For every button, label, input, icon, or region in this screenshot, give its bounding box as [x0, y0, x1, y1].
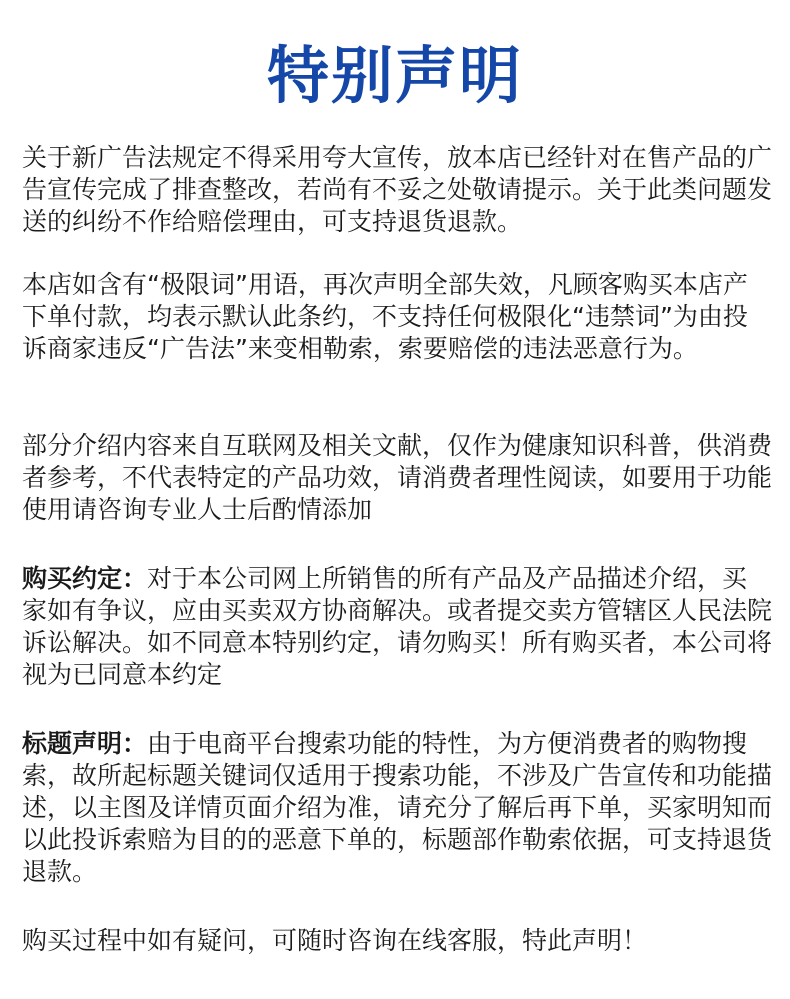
paragraph-text: 关于新广告法规定不得采用夸大宣传，放本店已经针对在售产品的广告宣传完成了排查整改，若尚有不妥之处敬请提示。关于此类问题发送的纠纷不作给赔偿理由，可支持退货退款。	[22, 143, 773, 236]
page-title: 特别声明	[266, 39, 523, 112]
paragraph-text: 本店如含有“极限词”用语，再次声明全部失效，凡顾客购买本店产下单付款，均表示默认此条约，不支持任何极限化“违禁词”为由投诉商家违反“广告法”来变相勒索，索要赔偿的违法恶意行为。	[22, 270, 748, 363]
paragraph-label: 购买约定：	[22, 564, 148, 593]
paragraph-text: 部分介绍内容来自互联网及相关文献，仅作为健康知识科普，供消费者参考，不代表特定的产品功效，请消费者理性阅读，如要用于功能使用请咨询专业人士后酌情添加	[22, 431, 773, 524]
paragraph-text: 购买过程中如有疑问，可随时咨询在线客服，特此声明！	[22, 926, 648, 955]
paragraph-ad-law	[22, 142, 772, 238]
paragraph-extreme-words	[22, 269, 772, 365]
paragraph-purchase-agreement	[22, 563, 772, 691]
paragraph-contact-service	[22, 925, 772, 957]
paragraph-label: 标题声明：	[22, 729, 148, 758]
paragraph-text: 由于电商平台搜索功能的特性，为方便消费者的购物搜索，故所起标题关键词仅适用于搜索功能，不涉及广告宣传和功能描述，以主图及详情页面介绍为准，请充分了解后再下单，买家明知而以此投诉索赔为目的的恶意下单的，标题部作勒索依据，可支持退货退款。	[22, 729, 773, 886]
paragraph-content-source	[22, 430, 772, 526]
paragraph-title-statement	[22, 728, 772, 888]
paragraph-text: 对于本公司网上所销售的所有产品及产品描述介绍，买家如有争议，应由买卖双方协商解决。或者提交卖方管辖区人民法院诉讼解决。如不同意本特别约定，请勿购买！所有购买者，本公司将视为已同意本约定	[22, 564, 773, 689]
